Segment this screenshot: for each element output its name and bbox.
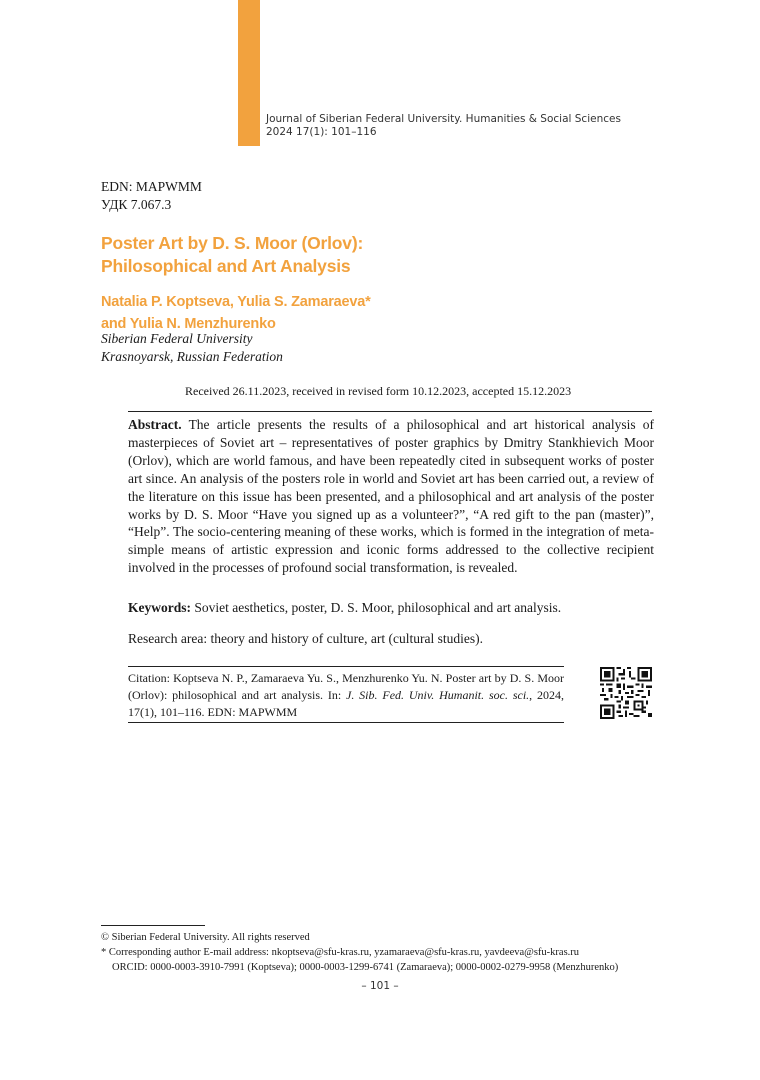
qr-code[interactable] bbox=[600, 667, 652, 719]
corresponding-author-note: * Corresponding author E-mail address: nkoptseva@sfu-kras.ru, yzamaraeva@sfu-kras.ru, yavdeeva@sfu-kras.ru bbox=[101, 947, 580, 958]
authors-line-1: Natalia P. Koptseva, Yulia S. Zamaraeva* bbox=[101, 294, 371, 310]
received-dates: Received 26.11.2023, received in revised form 10.12.2023, accepted 15.12.2023 bbox=[185, 384, 572, 398]
journal-issue: 2024 17(1): 101–116 bbox=[266, 126, 377, 138]
page-number: – 101 – bbox=[361, 980, 399, 992]
abstract bbox=[128, 416, 654, 577]
citation bbox=[128, 670, 564, 721]
citation-bottom-rule bbox=[128, 722, 564, 723]
citation-journal: J. Sib. Fed. Univ. Humanit. soc. sci. bbox=[346, 688, 530, 702]
journal-name: Journal of Siberian Federal University. Humanities & Social Sciences bbox=[266, 113, 621, 125]
edn-code: EDN: MAPWMM bbox=[101, 179, 202, 194]
journal-header bbox=[266, 113, 621, 139]
citation-suffix: , 2024, 17(1), 101–116. EDN: MAPWMM bbox=[128, 688, 564, 719]
abstract-top-rule bbox=[128, 411, 652, 412]
affiliation bbox=[101, 330, 283, 366]
title-line-2: Philosophical and Art Analysis bbox=[101, 256, 351, 276]
copyright-note: © Siberian Federal University. All rights reserved bbox=[101, 932, 310, 943]
authors bbox=[101, 291, 371, 335]
abstract-label: Abstract. bbox=[128, 417, 182, 432]
footnote-rule bbox=[101, 925, 205, 926]
keywords-label: Keywords: bbox=[128, 600, 191, 615]
citation-top-rule bbox=[128, 666, 564, 667]
udk-code: УДК 7.067.3 bbox=[101, 197, 172, 212]
abstract-text: The article presents the results of a philosophical and art historical analysis of masterpieces of Soviet art – representatives of poster graphics by Dmitry Stankhievich Moor (Orlov), which are world famous, and have been repeatedly cited in subsequent works of poster art since. An analysis of the posters role in world and Soviet art has been carried out, a review of the literature on this issue has been presented, and a philosophical and art analysis of the poster works by D. S. Moor “Have you signed up as a volunteer?”, “A red gift to the pan (master)”, “Help”. The socio-centering meaning of these works, which is formed in the integration of meta-simple means of artistic expression and iconic forms addressed to the collective recipient involved in the processes of profound social transformation, is revealed. bbox=[128, 417, 654, 576]
research-area: Research area: theory and history of culture, art (cultural studies). bbox=[128, 631, 483, 646]
orcid-note: ORCID: 0000-0003-3910-7991 (Koptseva); 0000-0003-1299-6741 (Zamaraeva); 0000-0002-0279-9958 (Menzhurenko) bbox=[112, 962, 619, 973]
journal-accent-bar bbox=[238, 0, 260, 146]
identifiers bbox=[101, 178, 202, 214]
keywords bbox=[128, 599, 658, 617]
authors-line-2: and Yulia N. Menzhurenko bbox=[101, 316, 276, 332]
footnotes bbox=[101, 930, 701, 975]
keywords-text: Soviet aesthetics, poster, D. S. Moor, philosophical and art analysis. bbox=[194, 600, 562, 615]
affiliation-location: Krasnoyarsk, Russian Federation bbox=[101, 349, 283, 364]
article-title bbox=[101, 232, 363, 278]
affiliation-university: Siberian Federal University bbox=[101, 331, 253, 346]
title-line-1: Poster Art by D. S. Moor (Orlov): bbox=[101, 233, 364, 253]
citation-prefix: Citation: Koptseva N. P., Zamaraeva Yu. S., Menzhurenko Yu. N. Poster art by D. S. Moor (Orlov): philosophical and art analysis. In: bbox=[128, 671, 564, 702]
